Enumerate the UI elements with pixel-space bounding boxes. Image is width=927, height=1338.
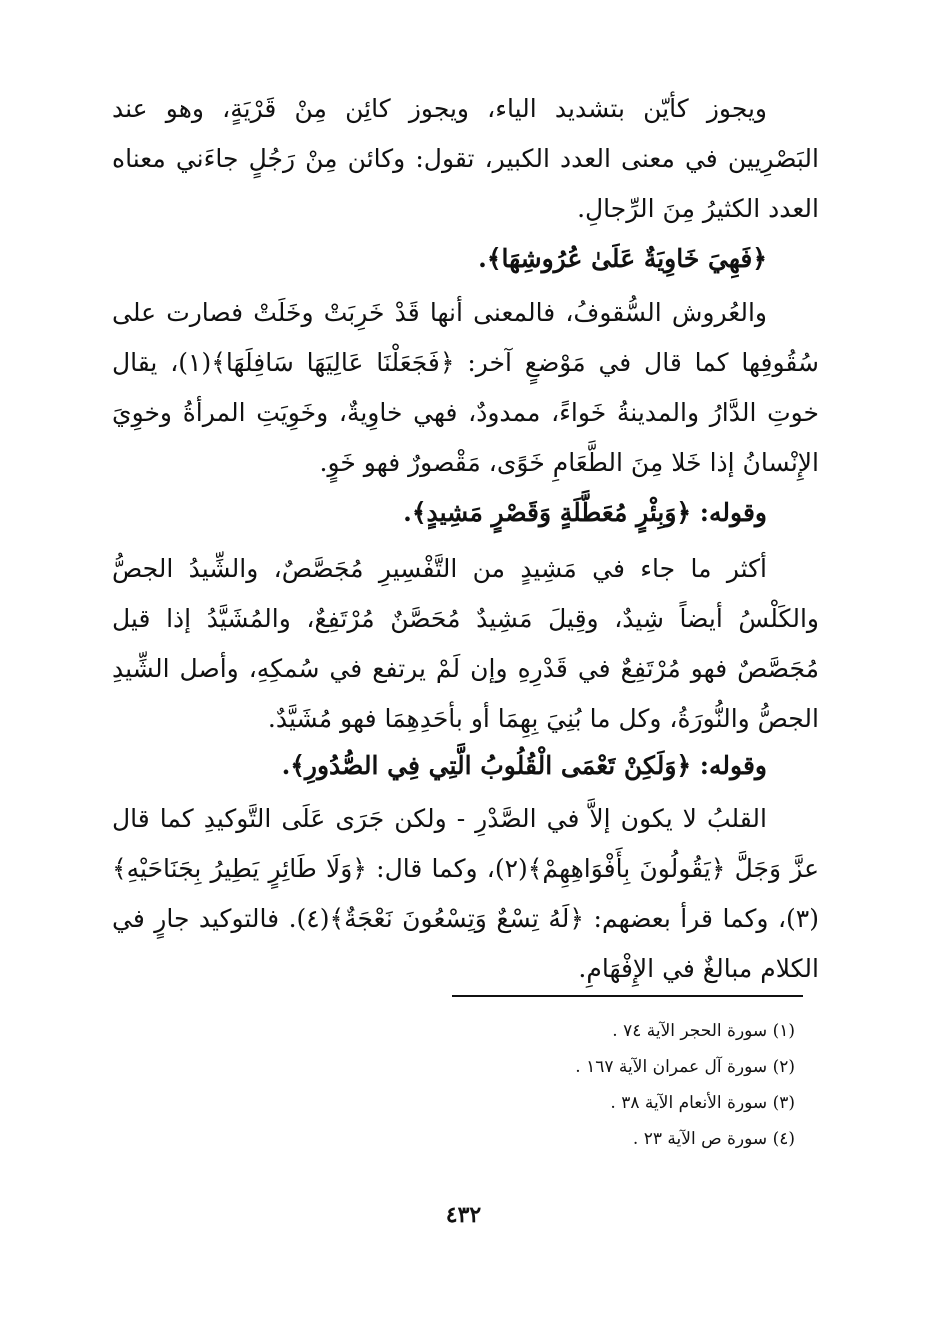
verse-line-qulub: وقوله: ﴿وَلَكِنْ تَعْمَى الْقُلُوبُ الَّتِي فِي الصُّدُورِ﴾. — [281, 751, 767, 780]
page-number: ٤٣٢ — [445, 1202, 482, 1228]
verse-line-khawiya: ﴿فَهِيَ خَاوِيَةٌ عَلَىٰ عُرُوشِهَا﴾. — [478, 244, 767, 273]
verse-line-bir: وقوله: ﴿وَبِئْرٍ مُعَطَّلَةٍ وَقَصْرٍ مَشِيدٍ﴾. — [403, 498, 767, 527]
footnote-item: (٢) سورة آل عمران الآية ١٦٧ . — [575, 1057, 795, 1077]
footnote-item: (٣) سورة الأنعام الآية ٣٨ . — [610, 1093, 795, 1113]
paragraph-urush: والعُروش السُّقوفُ، فالمعنى أنها قَدْ خَرِبَتْ وخَلَتْ فصارت على سُقُوفِها كما قال في مَوْضعٍ آخر: ﴿فَجَعَلْنَا عَالِيَهَا سَافِلَهَا﴾(١)، يقال خوتِ الدَّارُ والمدينةُ خَواءً، ممدودٌ، فهي خاوِيةٌ، وخَوِيَتِ المرأةُ وخوِيَ الإِنْسانُ إذا خَلا مِنَ الطَّعَامِ خَوًى، مَقْصورٌ فهو خَوٍ. — [112, 298, 819, 477]
paragraph-mashid: أكثر ما جاء في مَشِيدٍ من التَّفْسِيرِ مُجَصَّصٌ، والشِّيدُ الجصُّ والكَلْسُ أيضاً شِيدٌ، وقِيلَ مَشِيدٌ مُحَصَّنٌ مُرْتَفِعٌ، والمُشَيَّدُ إذا قيل مُجَصَّصٌ فهو مُرْتَفِعٌ في قَدْرِهِ وإن لَمْ يرتفع في سُمكِهِ، وأصل الشِّيدِ الجصُّ والنُّورَةُ، وكل ما بُنِيَ بِهِمَا أو بأحَدِهِمَا فهو مُشَيَّدٌ. — [112, 554, 819, 733]
footnotes-list — [460, 1013, 795, 1157]
paragraph-kayyin: ويجوز كأيّن بتشديد الياء، ويجوز كائِن مِنْ قَرْيَةٍ، وهو عند البَصْرِيين في معنى العدد الكبير، تقول: وكائن مِنْ رَجُلٍ جاءَني معناه العدد الكثيرُ مِنَ الرِّجالِ. — [112, 94, 819, 223]
footnote-divider — [452, 995, 803, 997]
footnote-item: (١) سورة الحجر الآية ٧٤ . — [612, 1021, 795, 1041]
paragraph-qalb: القلبُ لا يكون إلاَّ في الصَّدْرِ - ولكن جَرَى عَلَى التَّوكيدِ كما قال عزَّ وَجَلَّ ﴿يَقُولُونَ بِأَفْوَاهِهِمْ﴾(٢)، وكما قال: ﴿وَلَا طَائِرٍ يَطِيرُ بِجَنَاحَيْهِ﴾(٣)، وكما قرأ بعضهم: ﴿لَهُ تِسْعٌ وَتِسْعُونَ نَعْجَةٌ﴾(٤). فالتوكيد جارٍ في الكلام مبالغٌ في الإِفْهَامِ. — [112, 804, 819, 983]
footnote-item: (٤) سورة ص الآية ٢٣ . — [632, 1129, 795, 1149]
